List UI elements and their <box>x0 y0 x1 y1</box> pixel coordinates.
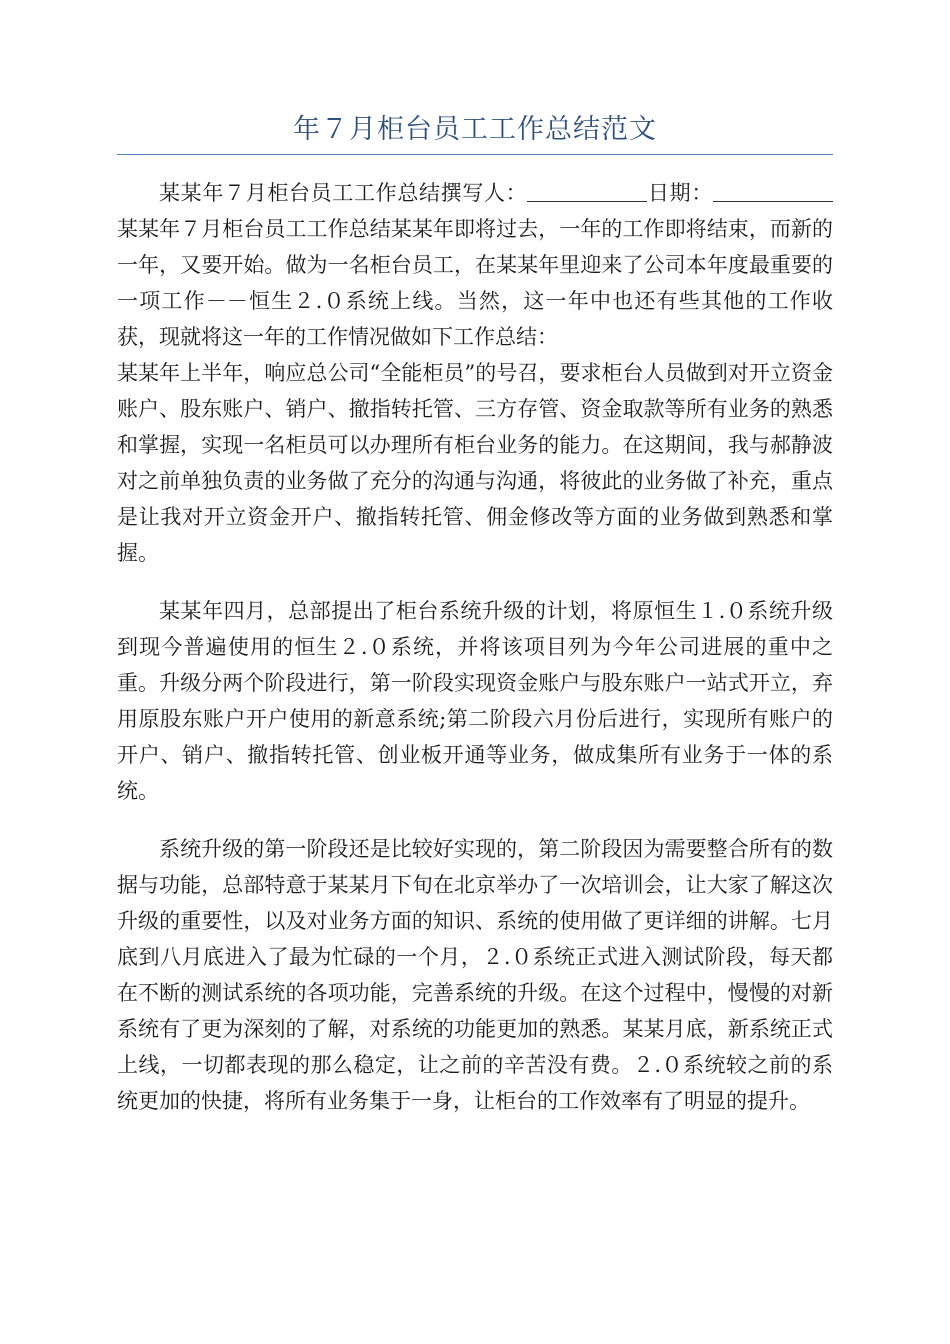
intro-paragraph <box>117 175 833 355</box>
author-blank <box>527 179 647 202</box>
paragraph-2: 某某年四月，总部提出了柜台系统升级的计划，将原恒生１.０系统升级到现今普遍使用的恒生２.０系统，并将该项目列为今年公司进展的重中之重。升级分两个阶段进行，第一阶段实现资金账户与股东账户一站式开立，弃用原股东账户开户使用的新意系统;第二阶段六月份后进行，实现所有账户的开户、销户、撤指转托管、创业板开通等业务，做成集所有业务于一体的系统。 <box>117 599 833 803</box>
document-title: 年７月柜台员工工作总结范文 <box>293 114 657 145</box>
paragraph-3: 系统升级的第一阶段还是比较好实现的，第二阶段因为需要整合所有的数据与功能，总部特意于某某月下旬在北京举办了一次培训会，让大家了解这次升级的重要性，以及对业务方面的知识、系统的使用做了更详细的讲解。七月底到八月底进入了最为忙碌的一个月，２.０系统正式进入测试阶段，每天都在不断的测试系统的各项功能，完善系统的升级。在这个过程中，慢慢的对新系统有了更为深刻的了解，对系统的功能更加的熟悉。某某月底，新系统正式上线，一切都表现的那么稳定，让之前的辛苦没有费。２.０系统较之前的系统更加的快捷，将所有业务集于一身，让柜台的工作效率有了明显的提升。 <box>117 837 833 1113</box>
document-body <box>117 175 833 1119</box>
date-blank <box>713 179 833 202</box>
title-underline <box>117 154 833 155</box>
intro-rest: 某某年７月柜台员工工作总结某某年即将过去，一年的工作即将结束，而新的一年，又要开始。做为一名柜台员工，在某某年里迎来了公司本年度最重要的一项工作－－恒生２.０系统上线。当然，这一年中也还有些其他的工作收获，现就将这一年的工作情况做如下工作总结： <box>117 217 833 349</box>
paragraph-1: 某某年上半年，响应总公司“全能柜员”的号召，要求柜台人员做到对开立资金账户、股东账户、销户、撤指转托管、三方存管、资金取款等所有业务的熟悉和掌握，实现一名柜员可以办理所有柜台业务的能力。在这期间，我与郝静波对之前单独负责的业务做了充分的沟通与沟通，将彼此的业务做了补充，重点是让我对开立资金开户、撤指转托管、佣金修改等方面的业务做到熟悉和掌握。 <box>117 361 833 565</box>
document-page <box>117 0 833 1119</box>
intro-date-label: 日期： <box>647 181 714 205</box>
intro-prefix: 某某年７月柜台员工工作总结撰写人： <box>159 181 528 205</box>
